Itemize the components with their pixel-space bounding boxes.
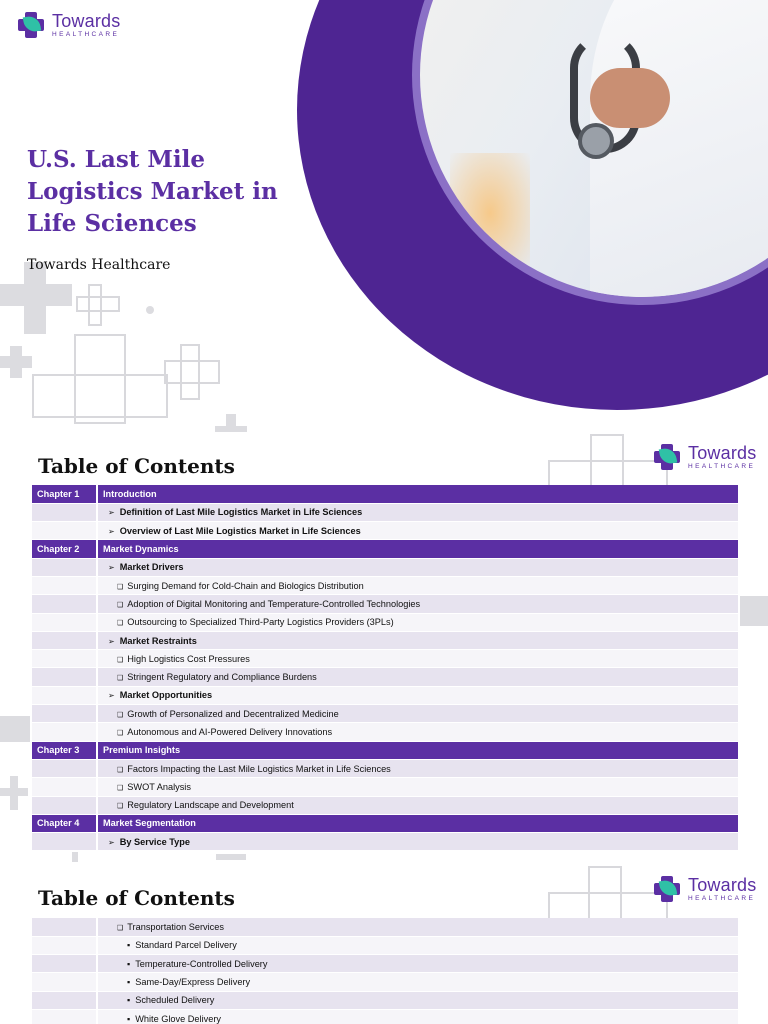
subsection-label: ❑ Transportation Services xyxy=(117,922,224,932)
subsection-label: ❑ Regulatory Landscape and Development xyxy=(117,800,294,810)
toc-entry xyxy=(97,576,738,594)
subsection-label: ❑ Outsourcing to Specialized Third-Party Logistics Providers (3PLs) xyxy=(117,617,394,627)
toc-row xyxy=(32,613,738,631)
brand-name: Towards xyxy=(52,10,121,31)
toc-entry xyxy=(97,522,738,540)
subsection-label: ❑ SWOT Analysis xyxy=(117,782,191,792)
toc-table xyxy=(32,918,738,1024)
chapter-number-empty xyxy=(32,595,97,613)
brand-sub: HEALTHCARE xyxy=(52,30,120,38)
toc-row xyxy=(32,833,738,851)
cross-decoration xyxy=(226,414,236,432)
chapter-number-empty xyxy=(32,631,97,649)
doctor-photo xyxy=(420,0,768,297)
subsection-label: ❑ Growth of Personalized and Decentralized Medicine xyxy=(117,709,339,719)
toc-entry xyxy=(97,778,738,796)
brand-name: Towards xyxy=(688,874,757,895)
toc-row xyxy=(32,705,738,723)
toc-entry xyxy=(97,833,738,851)
subsection-label: ▪ Temperature-Controlled Delivery xyxy=(127,959,267,969)
toc-entry xyxy=(97,723,738,741)
toc-entry xyxy=(97,668,738,686)
toc-entry xyxy=(97,936,738,954)
brand-logo xyxy=(652,874,756,904)
section-label: ➢ Market Drivers xyxy=(108,562,184,572)
cross-outline-decoration xyxy=(164,360,220,384)
chapter-title: Market Dynamics xyxy=(97,540,738,558)
cover-page xyxy=(0,0,768,432)
subsection-label: ❑ Factors Impacting the Last Mile Logistics Market in Life Sciences xyxy=(117,764,391,774)
subsection-label: ▪ White Glove Delivery xyxy=(127,1014,221,1024)
publisher-name: Towards Healthcare xyxy=(27,257,171,273)
dot-decoration xyxy=(146,306,154,314)
cross-decoration xyxy=(10,346,22,378)
toc-row xyxy=(32,936,738,954)
toc-entry xyxy=(97,686,738,704)
toc-entry xyxy=(97,991,738,1009)
toc-entry xyxy=(97,503,738,521)
toc-row xyxy=(32,558,738,576)
chapter-number-empty xyxy=(32,936,97,954)
section-label: ➢ By Service Type xyxy=(108,837,190,847)
chapter-title: Premium Insights xyxy=(97,741,738,759)
cross-decoration xyxy=(216,854,246,860)
chapter-number-empty xyxy=(32,668,97,686)
toc-entry xyxy=(97,759,738,777)
toc-entry xyxy=(97,796,738,814)
brand-name: Towards xyxy=(688,442,757,463)
toc-entry xyxy=(97,558,738,576)
toc-row xyxy=(32,973,738,991)
chapter-number-empty xyxy=(32,558,97,576)
toc-entry xyxy=(97,613,738,631)
toc-table xyxy=(32,485,738,851)
chapter-number-empty xyxy=(32,973,97,991)
toc-row xyxy=(32,759,738,777)
cross-outline-decoration xyxy=(32,374,168,418)
subsection-label: ❑ High Logistics Cost Pressures xyxy=(117,654,250,664)
toc-page-2 xyxy=(0,862,768,1024)
chapter-number-empty xyxy=(32,778,97,796)
chapter-number-empty xyxy=(32,723,97,741)
toc-row xyxy=(32,955,738,973)
chapter-number-empty xyxy=(32,1009,97,1024)
toc-entry xyxy=(97,705,738,723)
subsection-label: ❑ Surging Demand for Cold-Chain and Biologics Distribution xyxy=(117,581,364,591)
toc-row xyxy=(32,796,738,814)
brand-sub: HEALTHCARE xyxy=(688,894,756,902)
chapter-number-empty xyxy=(32,503,97,521)
toc-row xyxy=(32,918,738,936)
chapter-number-empty xyxy=(32,796,97,814)
toc-heading: Table of Contents xyxy=(38,454,235,478)
chapter-number-empty xyxy=(32,918,97,936)
toc-row xyxy=(32,595,738,613)
chapter-number-empty xyxy=(32,650,97,668)
section-label: ➢ Market Opportunities xyxy=(108,690,212,700)
subsection-label: ❑ Adoption of Digital Monitoring and Temperature-Controlled Technologies xyxy=(117,599,420,609)
chapter-number-empty xyxy=(32,759,97,777)
toc-heading: Table of Contents xyxy=(38,886,235,910)
chapter-row xyxy=(32,485,738,503)
chapter-number: Chapter 2 xyxy=(32,540,97,558)
logo-cross-icon xyxy=(16,10,46,40)
section-label: ➢ Definition of Last Mile Logistics Market in Life Sciences xyxy=(108,507,362,517)
toc-row xyxy=(32,631,738,649)
toc-row xyxy=(32,503,738,521)
toc-row xyxy=(32,991,738,1009)
subsection-label: ▪ Scheduled Delivery xyxy=(127,995,214,1005)
brand-logo xyxy=(16,10,120,40)
subsection-label: ▪ Same-Day/Express Delivery xyxy=(127,977,250,987)
brand-sub: HEALTHCARE xyxy=(688,462,756,470)
report-title: U.S. Last Mile Logistics Market in Life Sciences xyxy=(27,146,278,237)
chapter-number: Chapter 3 xyxy=(32,741,97,759)
chapter-number-empty xyxy=(32,613,97,631)
toc-entry xyxy=(97,631,738,649)
chapter-title: Introduction xyxy=(97,485,738,503)
chapter-row xyxy=(32,540,738,558)
cross-outline-decoration xyxy=(76,296,120,312)
toc-row xyxy=(32,668,738,686)
section-label: ➢ Market Restraints xyxy=(108,636,197,646)
chapter-number-empty xyxy=(32,955,97,973)
chapter-number-empty xyxy=(32,705,97,723)
cross-decoration xyxy=(10,776,18,810)
toc-entry xyxy=(97,955,738,973)
logo-cross-icon xyxy=(652,874,682,904)
toc-row xyxy=(32,576,738,594)
chapter-row xyxy=(32,741,738,759)
toc-entry xyxy=(97,918,738,936)
chapter-number-empty xyxy=(32,576,97,594)
chapter-title: Market Segmentation xyxy=(97,814,738,832)
toc-row xyxy=(32,522,738,540)
cross-decoration xyxy=(0,716,30,742)
toc-row xyxy=(32,650,738,668)
toc-row xyxy=(32,1009,738,1024)
subsection-label: ❑ Autonomous and AI-Powered Delivery Innovations xyxy=(117,727,332,737)
toc-row xyxy=(32,778,738,796)
chapter-number-empty xyxy=(32,991,97,1009)
chapter-number: Chapter 1 xyxy=(32,485,97,503)
brand-logo xyxy=(652,442,756,472)
toc-row xyxy=(32,686,738,704)
cross-decoration xyxy=(72,852,78,862)
toc-page-1 xyxy=(0,432,768,862)
toc-row xyxy=(32,723,738,741)
chapter-number-empty xyxy=(32,686,97,704)
toc-entry xyxy=(97,595,738,613)
toc-entry xyxy=(97,650,738,668)
subsection-label: ❑ Stringent Regulatory and Compliance Burdens xyxy=(117,672,317,682)
chapter-number-empty xyxy=(32,522,97,540)
cross-decoration xyxy=(740,596,768,626)
chapter-number: Chapter 4 xyxy=(32,814,97,832)
chapter-number-empty xyxy=(32,833,97,851)
logo-cross-icon xyxy=(652,442,682,472)
chapter-row xyxy=(32,814,738,832)
toc-entry xyxy=(97,973,738,991)
subsection-label: ▪ Standard Parcel Delivery xyxy=(127,940,237,950)
section-label: ➢ Overview of Last Mile Logistics Market in Life Sciences xyxy=(108,526,361,536)
toc-entry xyxy=(97,1009,738,1024)
